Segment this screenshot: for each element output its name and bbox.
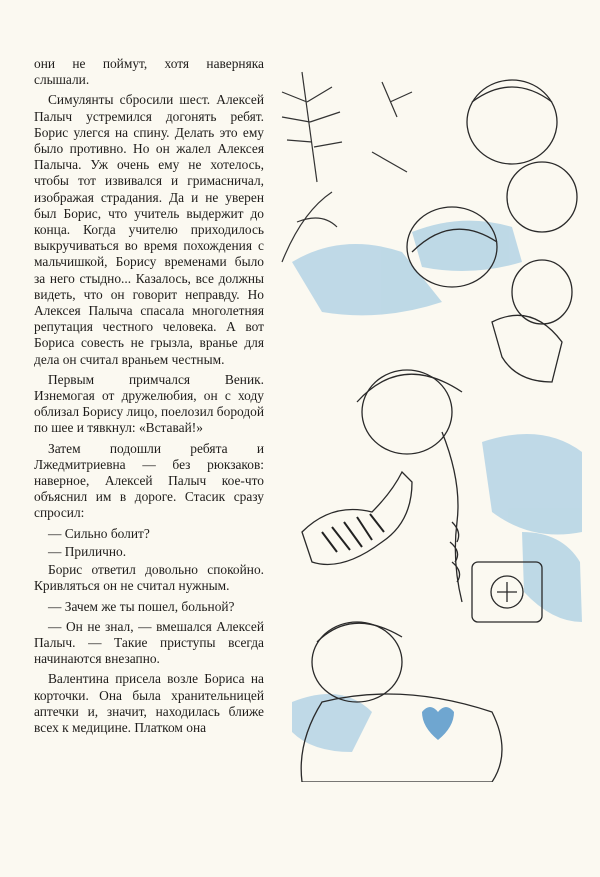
children-sketch xyxy=(301,80,577,782)
branch-sketch xyxy=(282,72,412,262)
dialogue-line: — Он не знал, — вмешался Алексей Палыч. — Такие приступы всегда начинаются внезапно. xyxy=(34,618,264,667)
dialogue-line: — Прилично. xyxy=(48,543,127,559)
illustration xyxy=(262,62,582,782)
paragraph: Валентина присела возле Бориса на корточки. Она была хранительницей аптечки и, значит, находилась ближе всех к медицине. Платком она xyxy=(34,671,264,735)
dog-fur-hatching xyxy=(322,514,384,552)
paragraph: Затем подошли ребята и Лжедмитриевна — без рюкзаков: наверное, Алексей Палыч кое-что объяснил им в дороге. Стасик сразу спросил: xyxy=(34,440,264,521)
paragraph: они не поймут, хотя наверняка слышали. xyxy=(34,56,264,88)
text-column xyxy=(34,56,264,740)
paragraph: Борис ответил довольно спокойно. Кривляться он не считал нужным. xyxy=(34,562,264,594)
heart-icon xyxy=(422,707,454,740)
paragraph: Первым примчался Веник. Изнемогая от дружелюбия, он с ходу облизал Борису лицо, поелозил бородой по шее и тявкнул: «Вставай!» xyxy=(34,371,264,436)
paragraph: Симулянты сбросили шест. Алексей Палыч устремился догонять ребят. Борис улегся на спину. Делать это ему было противно. Но он жалел Алексея Палыча. Уж очень ему не хотелось, чтобы тот извивался и гримасничал, изображая страдания. Да и не уверен был Борис, что учитель выдержит до конца. Когда учителю приходилось выкручиваться во время похождения с мальчишкой, Борису временами было за него стыдно... Казалось, все должны видеть, что он говорит неправду. Но Алексея Палыча спасала многолетняя репутация честного человека. А вот Бориса совесть не грызла, вранье для дела он считал враньем честным. xyxy=(34,92,264,367)
dialogue-line: — Сильно болит? xyxy=(48,525,150,541)
pencil-sketch xyxy=(262,62,582,782)
blue-wash xyxy=(292,221,582,752)
dialogue-line: — Зачем же ты пошел, больной? xyxy=(48,598,235,614)
